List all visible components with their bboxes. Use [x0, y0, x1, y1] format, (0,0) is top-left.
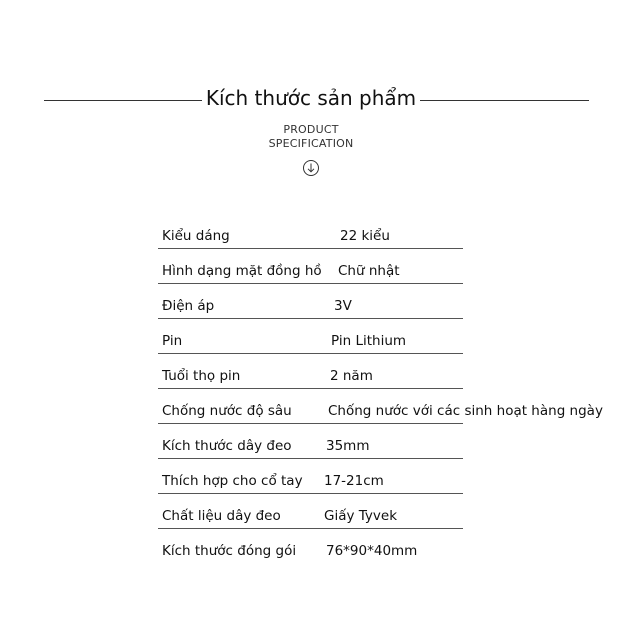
spec-row — [158, 354, 622, 389]
spec-row — [158, 319, 622, 354]
spec-table — [158, 214, 622, 564]
spec-value: Giấy Tyvek — [324, 508, 398, 524]
spec-label: Kiểu dáng — [162, 228, 230, 244]
spec-value: Chống nước với các sinh hoạt hàng ngày — [328, 403, 603, 419]
spec-row — [158, 494, 622, 529]
page-subtitle — [0, 123, 622, 151]
spec-label: Điện áp — [162, 298, 215, 314]
spec-value: 3V — [334, 298, 352, 314]
spec-label: Tuổi thọ pin — [162, 368, 241, 384]
spec-row — [158, 389, 622, 424]
spec-value: 76*90*40mm — [326, 543, 418, 559]
subtitle-line-1: PRODUCT — [283, 123, 339, 136]
spec-label: Kích thước dây đeo — [162, 438, 292, 454]
spec-row — [158, 529, 622, 564]
spec-label: Kích thước đóng gói — [162, 543, 297, 559]
spec-value: 17-21cm — [324, 473, 384, 489]
spec-value: Chữ nhật — [338, 263, 400, 279]
spec-label: Pin — [162, 333, 183, 349]
spec-label: Chống nước độ sâu — [162, 403, 292, 419]
page-title — [0, 84, 622, 112]
spec-value: 35mm — [326, 438, 370, 454]
arrow-down-circle-icon — [302, 159, 320, 177]
spec-label: Chất liệu dây đeo — [162, 508, 281, 524]
spec-row — [158, 459, 622, 494]
spec-row — [158, 284, 622, 319]
spec-label: Thích hợp cho cổ tay — [162, 473, 303, 489]
spec-value: Pin Lithium — [331, 333, 407, 349]
spec-value: 2 năm — [330, 368, 373, 384]
spec-value: 22 kiểu — [340, 228, 390, 244]
spec-label: Hình dạng mặt đồng hồ — [162, 263, 322, 279]
spec-row — [158, 214, 622, 249]
spec-row — [158, 424, 622, 459]
subtitle-line-2: SPECIFICATION — [268, 137, 354, 150]
page-title-text: Kích thước sản phẩm — [202, 86, 420, 110]
spec-row — [158, 249, 622, 284]
